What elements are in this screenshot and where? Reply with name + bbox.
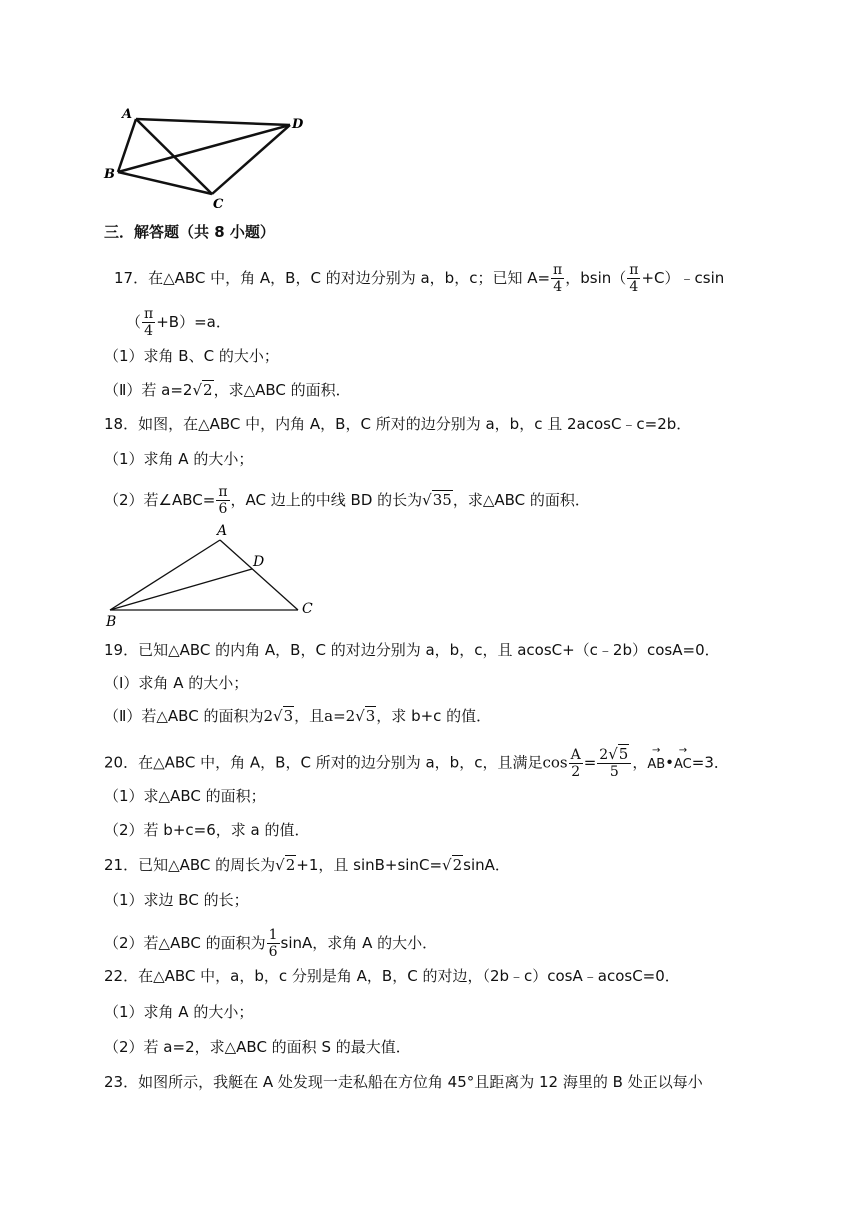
- sqrt: √35: [422, 491, 452, 509]
- q23-line1: 23．如图所示，我艇在 A 处发现一走私船在方位角 45°且距离为 12 海里的 B 处正以每小: [104, 1073, 703, 1091]
- sqrt: √3: [355, 707, 376, 725]
- label-C: C: [302, 601, 313, 617]
- section-title: 三．解答题（共 8 小题）: [104, 223, 275, 241]
- fraction-pi-over-4: $\frac{\pi}{4}$: [629, 262, 639, 295]
- q18-part2: （2）若∠ABC= $\frac{\pi}{6}$ ，AC 边上的中线 BD 的长为√35，求△ABC 的面积．: [104, 484, 590, 517]
- q20-line1: 20．在△ABC 中，角 A，B，C 所对的边分别为 a，b，c，且满足cos $\frac{A}{2}$ = $\frac{2√5}{5}$ ， → AB• → AC=3．: [104, 744, 729, 780]
- q20-part1: （1）求△ABC 的面积；: [104, 787, 266, 805]
- figure-triangle: [100, 520, 325, 630]
- figure-quadrilateral: [100, 100, 315, 210]
- q21-part2: （2）若△ABC 的面积为 $\frac{1}{6}$ sinA，求角 A 的大小．: [104, 927, 438, 960]
- sqrt: √2: [192, 381, 213, 399]
- label-D: D: [292, 117, 304, 132]
- sqrt: √2: [275, 856, 296, 874]
- q22-part1: （1）求角 A 的大小；: [104, 1003, 254, 1021]
- fraction-1-over-6: $\frac{1}{6}$: [268, 927, 278, 960]
- label-B: B: [106, 614, 117, 630]
- q22-part2: （2）若 a=2，求△ABC 的面积 S 的最大值．: [104, 1038, 411, 1056]
- label-A: A: [217, 523, 228, 539]
- q20-part2: （2）若 b+c=6，求 a 的值．: [104, 821, 310, 839]
- q17-line2: （ $\frac{\pi}{4}$ +B）=a．: [126, 306, 231, 339]
- sqrt: √2: [442, 856, 463, 874]
- vector-AB: → AB: [647, 744, 666, 772]
- q18-line1: 18．如图，在△ABC 中，内角 A，B，C 所对的边分别为 a，b，c 且 2acosC﹣c=2b．: [104, 415, 692, 433]
- q17-part1: （1）求角 B、C 的大小；: [104, 347, 279, 365]
- median-BD: [110, 569, 252, 610]
- q19-line1: 19．已知△ABC 的内角 A，B，C 的对边分别为 a，b，c，且 acosC+（c﹣2b）cosA=0．: [104, 641, 720, 659]
- edge-AB: [118, 119, 136, 172]
- q19-part2: （Ⅱ）若△ABC 的面积为2√3，且a=2√3，求 b+c 的值．: [104, 707, 492, 725]
- q19-part1: （Ⅰ）求角 A 的大小；: [104, 674, 249, 692]
- q17-part2: （Ⅱ）若 a=2√2，求△ABC 的面积．: [104, 381, 351, 399]
- q21-line1: 21．已知△ABC 的周长为√2+1，且 sinB+sinC=√2sinA．: [104, 856, 510, 874]
- fraction-A-over-2: $\frac{A}{2}$: [570, 746, 581, 780]
- edge-BC: [118, 172, 212, 194]
- q21-part1: （1）求边 BC 的长；: [104, 891, 249, 909]
- fraction-pi-over-4: $\frac{\pi}{4}$: [553, 262, 563, 295]
- edge-AB: [110, 540, 220, 610]
- q22-line1: 22．在△ABC 中，a，b，c 分别是角 A，B，C 的对边，（2b﹣c）cosA﹣acosC=0．: [104, 967, 680, 985]
- edge-AD: [136, 119, 290, 125]
- label-A: A: [122, 107, 133, 122]
- label-C: C: [213, 197, 224, 210]
- fraction-pi-over-6: $\frac{\pi}{6}$: [218, 484, 228, 517]
- q17-line1: 17．在△ABC 中，角 A，B，C 的对边分别为 a，b，c；已知 A= $\frac{\pi}{4}$ ，bsin（ $\frac{\pi}{4}$ +C）﹣csin: [114, 262, 725, 295]
- sqrt: √3: [273, 707, 294, 725]
- fraction-2sqrt5-over-5: $\frac{2√5}{5}$: [597, 746, 631, 780]
- vector-AC: → AC: [674, 744, 692, 772]
- label-D: D: [253, 554, 265, 570]
- label-B: B: [104, 167, 115, 182]
- fraction-pi-over-4: $\frac{\pi}{4}$: [144, 306, 154, 339]
- q18-part1: （1）求角 A 的大小；: [104, 450, 254, 468]
